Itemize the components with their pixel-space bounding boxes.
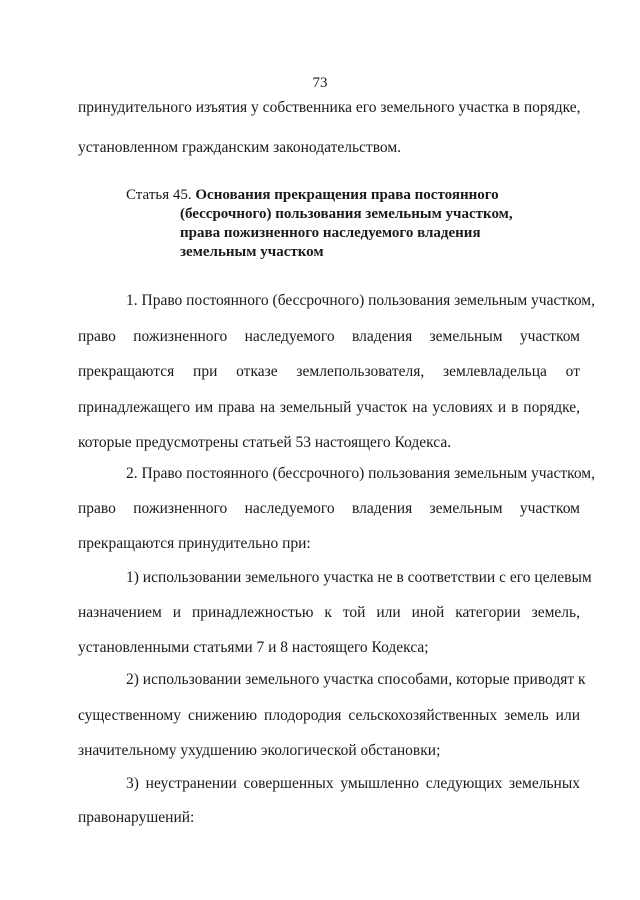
item1-line-1: 1) использовании земельного участка не в соответствии с его целевым [126, 569, 592, 586]
article-heading [126, 186, 499, 205]
paragraph1-line-5: которые предусмотрены статьей 53 настоящего Кодекса. [78, 434, 452, 451]
paragraph1-line-4: принадлежащего им права на земельный участок на условиях и в порядке, [78, 399, 580, 416]
paragraph2-line-2: право пожизненного наследуемого владения земельным участком [78, 500, 580, 517]
article-title-line-2: (бессрочного) пользования земельным участком, [180, 206, 513, 222]
item1-line-2: назначением и принадлежностью к той или иной категории земель, [78, 604, 580, 621]
paragraph2-line-1: 2. Право постоянного (бессрочного) пользования земельным участком, [126, 465, 595, 482]
item3-line-2: правонарушений: [78, 809, 195, 826]
paragraph1-line-2: право пожизненного наследуемого владения земельным участком [78, 328, 580, 345]
item1-line-3: установленными статьями 7 и 8 настоящего Кодекса; [78, 639, 429, 656]
article-title-line-3: права пожизненного наследуемого владения [180, 225, 481, 241]
article-title-line-1: Основания прекращения права постоянного [195, 187, 499, 203]
item2-line-3: значительному ухудшению экологической обстановки; [78, 742, 441, 759]
item3-line-1: 3) неустранении совершенных умышленно следующих земельных [126, 775, 580, 792]
intro-line-1: принудительного изъятия у собственника его земельного участка в порядке, [78, 99, 581, 116]
page-number: 73 [312, 75, 328, 91]
paragraph1-line-1: 1. Право постоянного (бессрочного) пользования земельным участком, [126, 292, 595, 309]
item2-line-2: существенному снижению плодородия сельскохозяйственных земель или [78, 707, 580, 724]
article-title-line-4: земельным участком [180, 244, 324, 260]
item2-line-1: 2) использовании земельного участка способами, которые приводят к [126, 671, 586, 688]
intro-line-2: установленном гражданским законодательством. [78, 139, 402, 156]
article-prefix: Статья 45. [126, 187, 192, 203]
paragraph2-line-3: прекращаются принудительно при: [78, 535, 311, 552]
paragraph1-line-3: прекращаются при отказе землепользователя, землевладельца от [78, 363, 580, 380]
